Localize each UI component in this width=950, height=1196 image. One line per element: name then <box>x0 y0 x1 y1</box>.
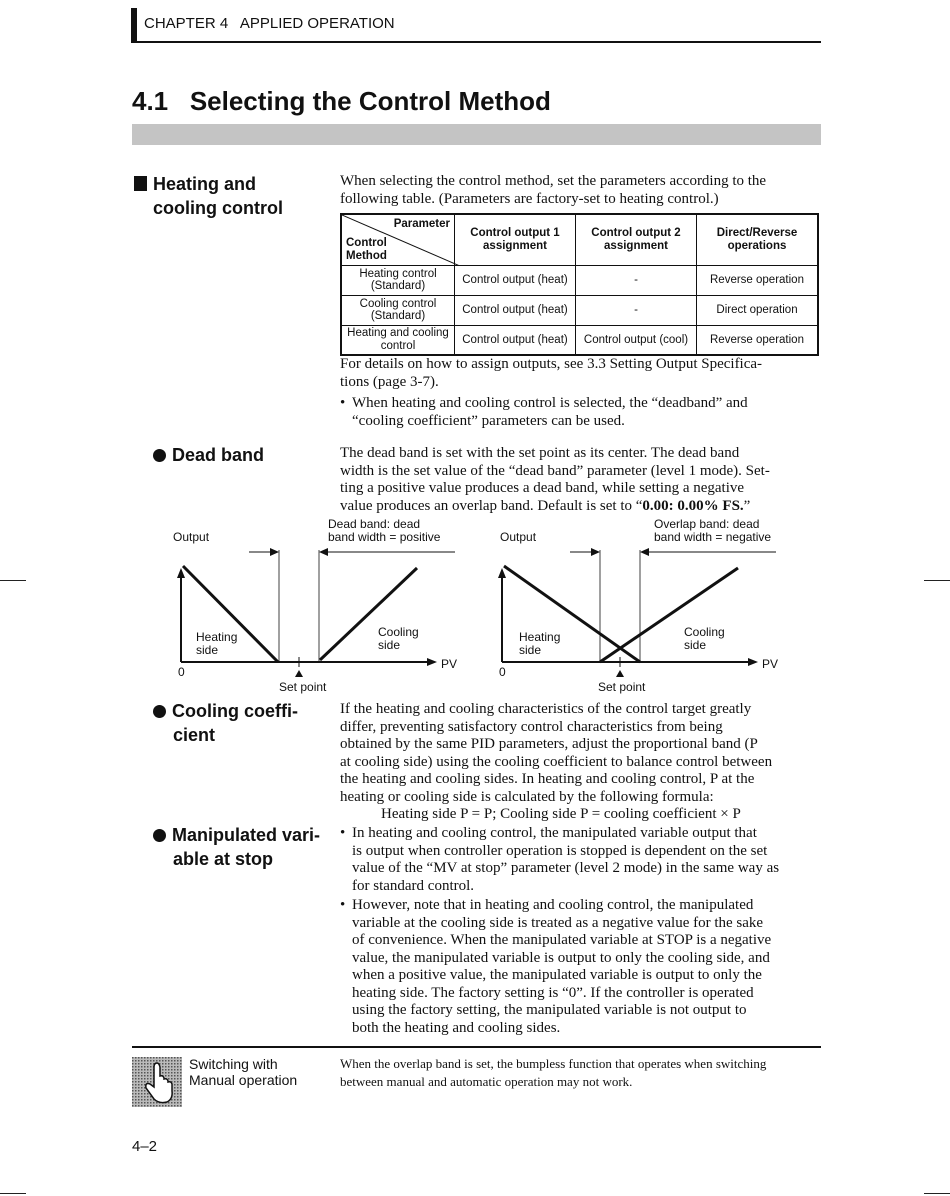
y-axis-arrow <box>498 568 506 578</box>
header-bar <box>131 8 137 42</box>
x-axis-arrow <box>748 658 758 666</box>
heating-side-label: Heating side <box>519 630 561 657</box>
formula: Heating side P = P; Cooling side P = cooling coefficient × P <box>381 806 741 822</box>
origin-label: 0 <box>499 665 506 679</box>
control-method-table <box>340 213 819 356</box>
setpoint-label: Set point <box>279 680 327 694</box>
mv-at-stop-paragraph <box>340 825 820 1037</box>
heating-side-label: Heating side <box>196 630 238 657</box>
pv-label: PV <box>762 657 779 671</box>
header-rule <box>131 41 821 43</box>
section-band <box>132 124 821 145</box>
round-bullet-icon <box>153 705 166 718</box>
crop-mark <box>924 1193 950 1194</box>
crop-mark <box>0 1193 26 1194</box>
chapter-title: CHAPTER 4 APPLIED OPERATION <box>144 15 395 32</box>
intro-paragraph: When selecting the control method, set the parameters according to the following table. (Parameters are factory-set to heating control.) <box>340 173 767 207</box>
table-row: Heating and cooling control Control output (heat) Control output (cool) Reverse operation <box>341 325 818 355</box>
crop-mark <box>0 580 26 581</box>
setpoint-marker <box>295 670 303 677</box>
note-rule <box>132 1046 821 1048</box>
section-title: 4.1 Selecting the Control Method <box>132 86 551 116</box>
list-item: • However, note that in heating and cooling control, the manipulated variable at the cooling side is treated as a negative value for the sake of convenience. When the manipulated variable at STOP is a negative value, the manipulated variable is output to only the cooling side, and when a positive value, the manipulated variable is output to only the heating side. The factory setting is “0”. If the controller is operated using the factory setting, the manipulated variable is not output to both the heating and cooling sides. <box>340 897 820 1037</box>
col-header-output1: Control output 1 assignment <box>455 214 576 265</box>
heading-dead-band: Dead band <box>153 443 264 467</box>
cooling-coefficient-paragraph: If the heating and cooling characteristics of the control target greatly differ, preventing satisfactory control characteristics from being obtained by the same PID parameters, adjust the proportional band (P at cooling side) using the cooling coefficient to balance control between the heating and cooling sides. In heating and cooling control, P at the heating or cooling side is calculated by the following formula: Heating side P = P; Cooling side P = cooling coefficient × P <box>340 701 820 824</box>
round-bullet-icon <box>153 449 166 462</box>
x-axis-arrow <box>427 658 437 666</box>
y-axis-arrow <box>177 568 185 578</box>
crop-mark <box>924 580 950 581</box>
graph-title: Dead band: dead band width = positive <box>328 517 441 544</box>
graph-output-label: Output <box>500 530 537 544</box>
cooling-side-label: Cooling side <box>378 625 419 652</box>
graph-output-label: Output <box>173 530 210 544</box>
col-header-output2: Control output 2 assignment <box>576 214 697 265</box>
note-title: Switching with Manual operation <box>189 1056 298 1088</box>
table-row: Heating control (Standard) Control output (heat) - Reverse operation <box>341 265 818 295</box>
table-corner: Parameter Control Method <box>341 214 455 265</box>
list-item: • In heating and cooling control, the manipulated variable output that is output when controller operation is stopped is dependent on the set value of the “MV at stop” parameter (level 2 mode) in the same way as for standard control. <box>340 825 820 895</box>
heading-cooling-coefficient: Cooling coeffi- cient <box>153 699 298 747</box>
details-paragraph: For details on how to assign outputs, see 3.3 Setting Output Specifica- tions (page 3-7). • When heating and cooling control is selected, the “deadband” and “cooling coefficient” parameters can be used. <box>340 356 820 430</box>
table-row: Cooling control (Standard) Control output (heat) - Direct operation <box>341 295 818 325</box>
square-bullet-icon <box>134 176 147 191</box>
cooling-side-label: Cooling side <box>684 625 725 652</box>
pointing-hand-icon <box>132 1057 182 1107</box>
page-number: 4–2 <box>132 1138 158 1155</box>
graph-title: Overlap band: dead band width = negative <box>654 517 772 544</box>
dead-band-paragraph: The dead band is set with the set point as its center. The dead band width is the set value of the “dead band” parameter (level 1 mode). Set- ting a positive value produces a dead band, while setting a negative value produces an overlap band. Default is set to “0.00: 0.00% FS.” <box>340 445 770 514</box>
setpoint-marker <box>616 670 624 677</box>
col-header-direct-reverse: Direct/Reverse operations <box>697 214 819 265</box>
heading-heating-cooling: Heating and cooling control <box>134 172 283 220</box>
list-item: • When heating and cooling control is selected, the “deadband” and “cooling coefficient” parameters can be used. <box>340 395 820 430</box>
pv-label: PV <box>441 657 458 671</box>
setpoint-label: Set point <box>598 680 646 694</box>
origin-label: 0 <box>178 665 185 679</box>
heading-mv-at-stop: Manipulated vari- able at stop <box>153 823 320 871</box>
round-bullet-icon <box>153 829 166 842</box>
note-text: When the overlap band is set, the bumpless function that operates when switching between manual and automatic operation may not work. <box>340 1056 767 1089</box>
